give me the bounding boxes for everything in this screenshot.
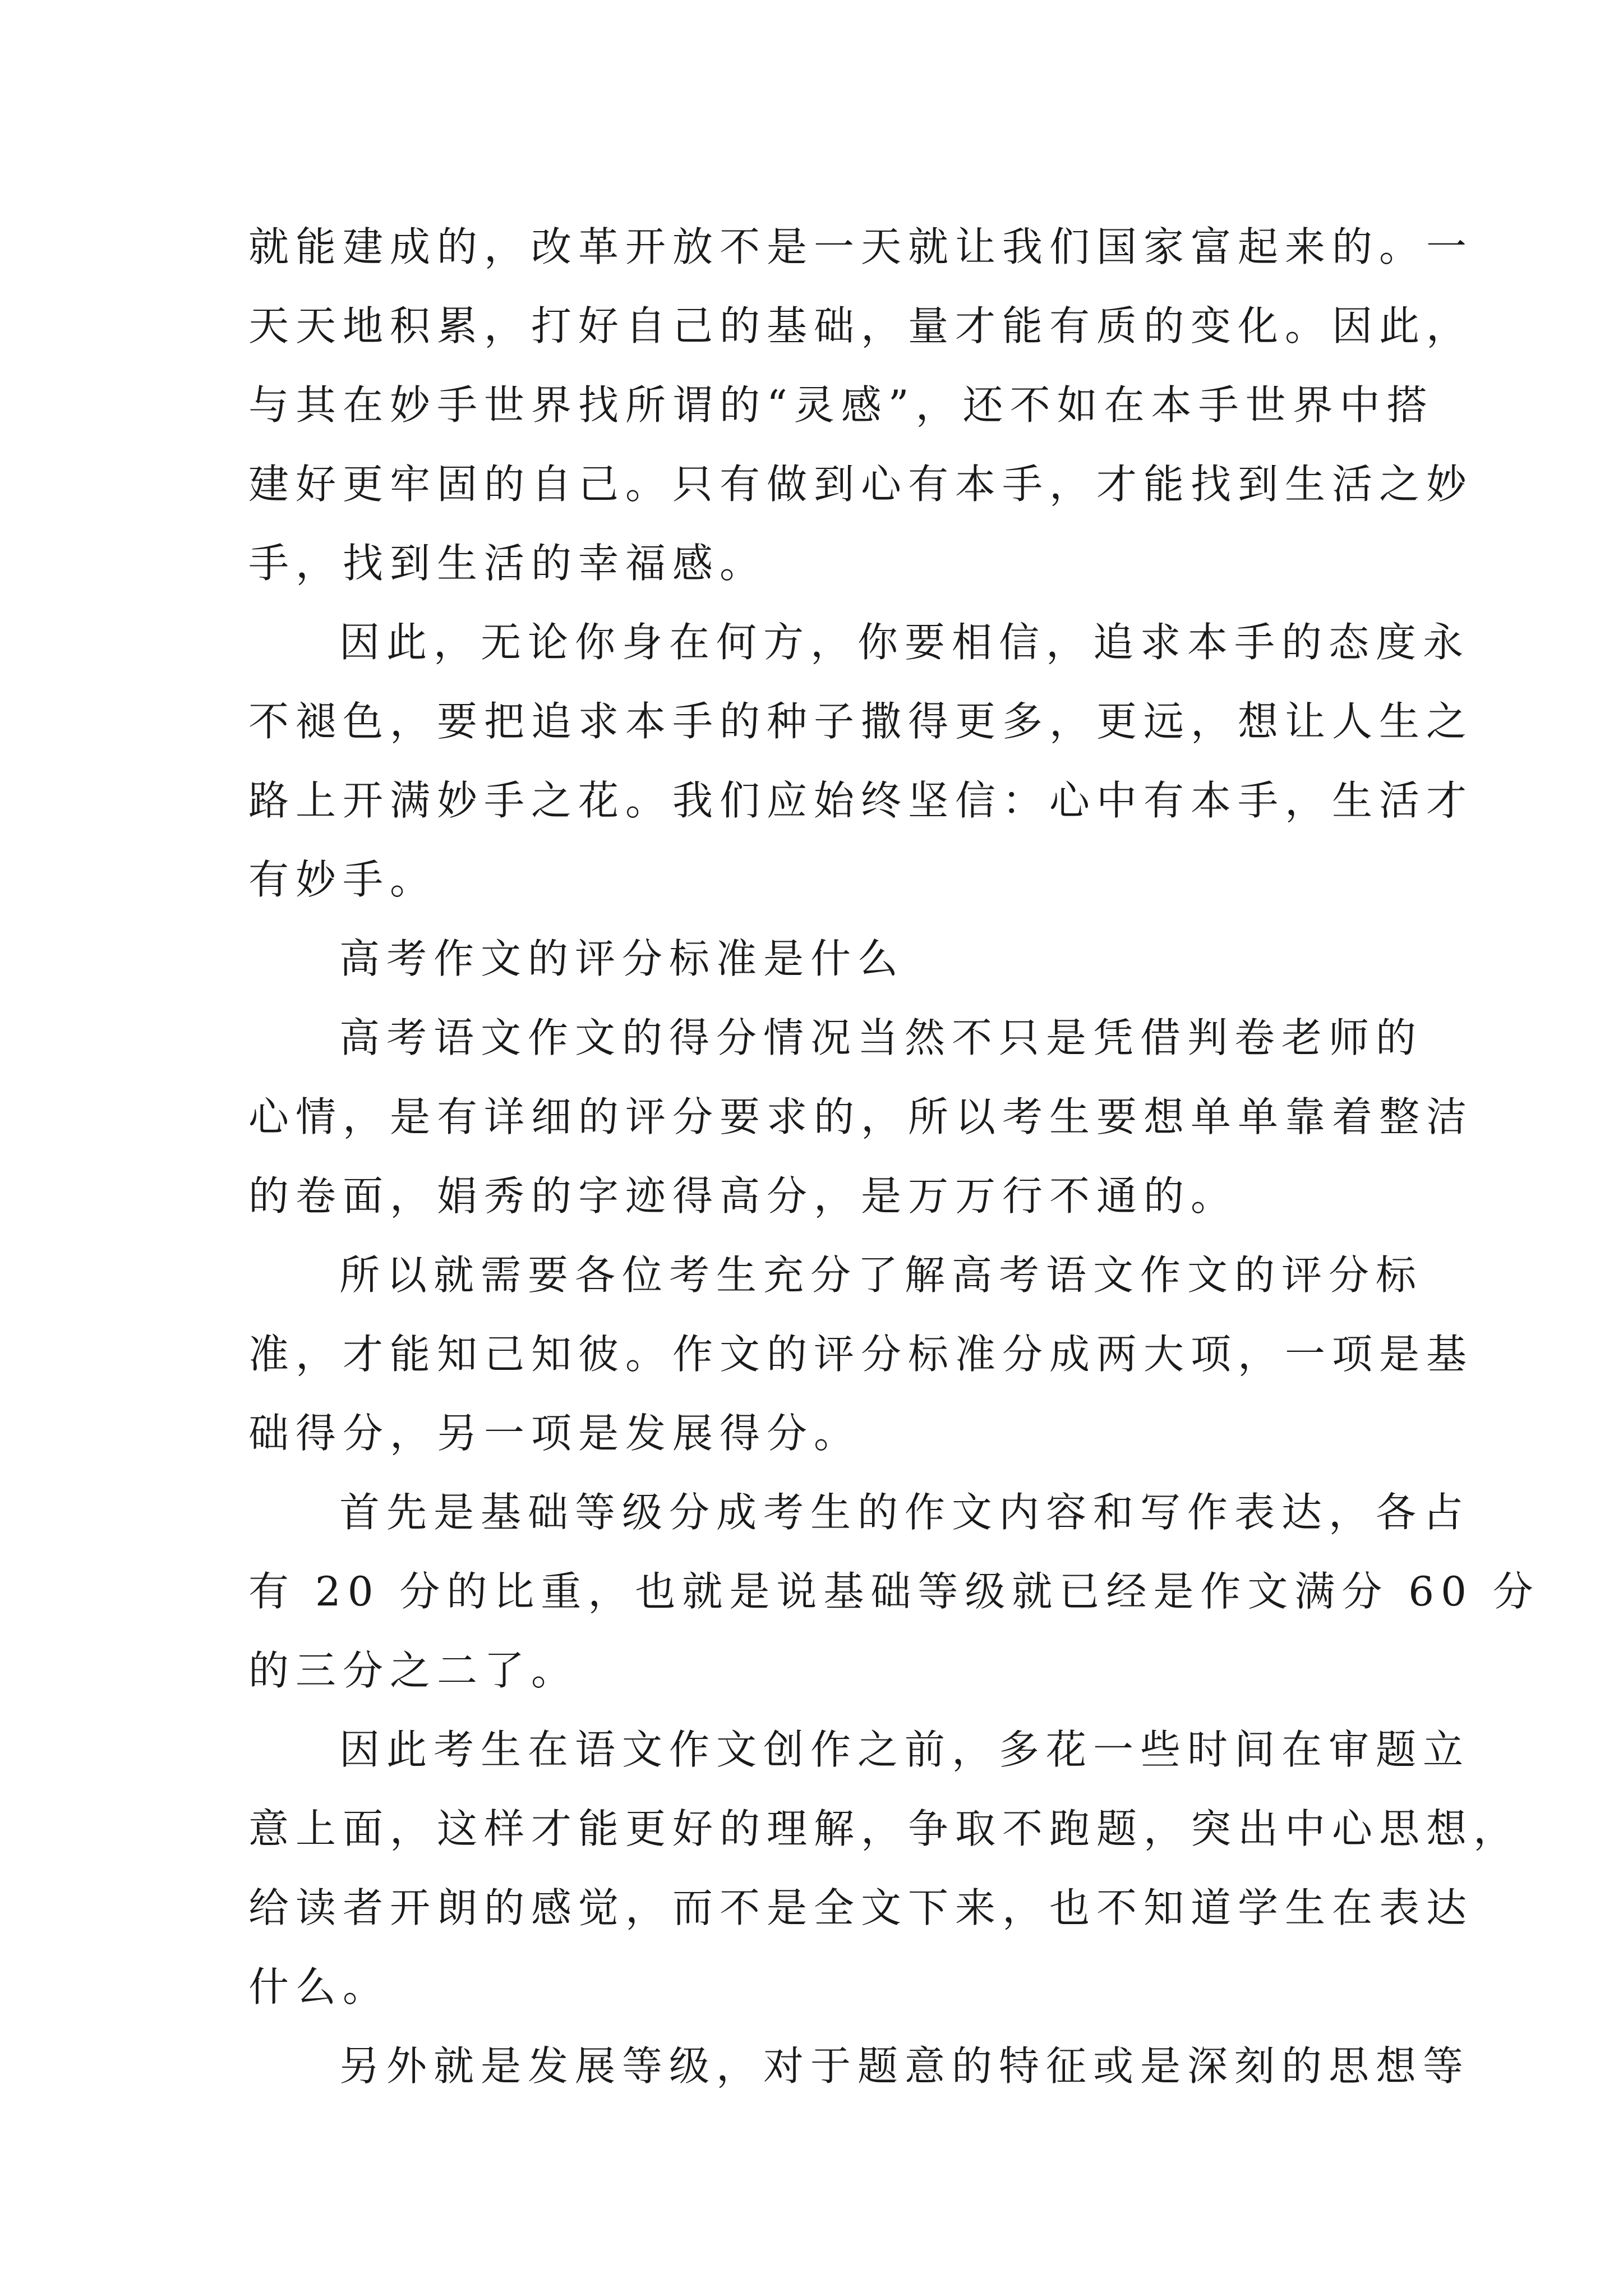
text-line: 建好更牢固的自己。只有做到心有本手，才能找到生活之妙 xyxy=(248,461,1474,508)
text-line: 给读者开朗的感觉，而不是全文下来，也不知道学生在表达 xyxy=(248,1884,1474,1931)
text-line: 不褪色，要把追求本手的种子撒得更多，更远，想让人生之 xyxy=(248,698,1474,745)
section-heading: 高考作文的评分标准是什么 xyxy=(339,935,905,982)
paragraph-first-line: 因此考生在语文作文创作之前，多花一些时间在审题立 xyxy=(339,1726,1470,1773)
text-line: 意上面，这样才能更好的理解，争取不跑题，突出中心思想， xyxy=(248,1805,1521,1852)
text-line: 手，找到生活的幸福感。 xyxy=(248,540,767,587)
paragraph-first-line: 首先是基础等级分成考生的作文内容和写作表达，各占 xyxy=(339,1489,1470,1536)
text-line: 天天地积累，打好自己的基础，量才能有质的变化。因此， xyxy=(248,302,1474,349)
paragraph-first-line: 所以就需要各位考生充分了解高考语文作文的评分标 xyxy=(339,1251,1423,1299)
text-line: 就能建成的，改革开放不是一天就让我们国家富起来的。一 xyxy=(248,223,1474,270)
body-text xyxy=(248,208,1540,2106)
text-line: 心情，是有详细的评分要求的，所以考生要想单单靠着整洁 xyxy=(248,1093,1474,1140)
paragraph-first-line: 高考语文作文的得分情况当然不只是凭借判卷老师的 xyxy=(339,1014,1423,1061)
text-line: 有妙手。 xyxy=(248,856,437,903)
text-line: 的三分之二了。 xyxy=(248,1647,579,1694)
text-line: 础得分，另一项是发展得分。 xyxy=(248,1410,861,1457)
text-line: 路上开满妙手之花。我们应始终坚信：心中有本手，生活才 xyxy=(248,777,1474,824)
text-line: 与其在妙手世界找所谓的“灵感”，还不如在本手世界中搭 xyxy=(248,381,1434,429)
paragraph-first-line: 因此，无论你身在何方，你要相信，追求本手的态度永 xyxy=(339,619,1470,666)
text-line: 的卷面，娟秀的字迹得高分，是万万行不通的。 xyxy=(248,1172,1238,1220)
text-line: 什么。 xyxy=(248,1963,390,2010)
paragraph-first-line: 另外就是发展等级，对于题意的特征或是深刻的思想等 xyxy=(339,2042,1470,2090)
text-line: 准，才能知己知彼。作文的评分标准分成两大项，一项是基 xyxy=(248,1331,1474,1378)
text-line: 有 20 分的比重，也就是说基础等级就已经是作文满分 60 分 xyxy=(248,1568,1540,1615)
